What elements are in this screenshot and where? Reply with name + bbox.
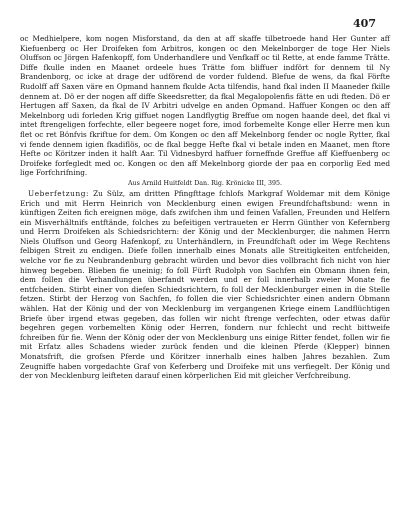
danish-paragraph: oc Medhielpere, kom nogen Misforstand, da den at aff skaffe tilbetroede hand Her Gunter aff Kiefuenberg oc Her Droifeken fom Arbitros, kongen oc den Mekelnborger de toge Her Niels Oluffson oc Jörgen Hafenkopff, fom Underhandlere und Venfkaff oc til Rette, at ende famme Trätte. Diffe fkulle inden en Maanet ordeele hues Trätte fom bliffuer indfört for dennem til Ny Brandenborg, oc icke at drage der udförend de vorder fuldend. Blefue de wens, da fkal Förfte Rudolff aff Saxen väre en Opmand hannem fkulde Acta tilfendis, hand fkal inden II Maaneder fkille dennem at. Dö er der nogen aff diffe Skeedsretter, da fkal Megalopolenfis fätte en udi fteden. Dö er Hertugen aff Saxen, da fkal de IV Arbitri udvelge en anden Opmand. Haffuer Kongen oc den aff Mekelnborg udi forleden Krig giffuet nogen Landflygtig Breffue om nogen haande deel, det fkal vi intet ftrengeligen forfechte, eller begeere noget fore, imod forbemelte Konge eller Herre men kun flet oc ret Bönfvis fkriftue for dem. Om Kongen oc den aff Mekelnborg fender oc nogle Rytter, fkal vi fende dennem igien fkadiflös, oc de fkal begge Hefte fkal vi betale inden en Maanet, men ftore Hefte oc Köritzer inden it halft Aar. Til Vidnesbyrd haffuer forneffnde Greffue aff Kieffuenberg oc Droifeke forfegledt med oc. Kongen oc den aff Mekelnborg giorde der paa en corporlig Eed med lige Forfchrifning. xyxy=(20,34,390,178)
translation-text: Zu Sülz, am dritten Pfingfttage fchlofs Markgraf Woldemar mit dem Könige Erich und mit Herrn Heinrich von Mecklenburg einen ewigen Freundfchaftsbund: wenn in künftigen Zeiten fich ereignen möge, dafs zwifchen ihm und feinen Vafallen, Freunden und Helfern ein Misverhältnifs entftände, folches zu befeitigen vertraueten er Herrn Günther von Kefernberg und Herrn Droifeken als Schiedsrichtern: der König und der Mecklenburger, die nahmen Herrn Niels Oluffson und Georg Hafenkopf, zu Unterhändlern, in Freundfchaft oder im Wege Rechtens felbigen Streit zu endigen. Diefe follen innerhalb eines Monats alle Streitigkeiten entfcheiden, welche vor fie zu Neubrandenburg gebracht würden und bevor dies vollbracht fich nicht von hier hinweg begeben. Blieben fie uneinig; fo foll Fürft Rudolph von Sachfen ein Obmann ihnen fein, dem follen die Verhandlungen überfandt werden und er foll innerhalb zweier Monate fie entfcheiden. Stirbt einer von diefen Schiedsrichtern, fo foll der Mecklenburger einen in die Stelle fetzen. Stirbt der Herzog von Sachfen, fo follen die vier Schiedsrichter einen andern Obmann wählen. Hat der König und der von Mecklenburg im vergangenen Kriege einem Landflüchtigen Briefe über irgend etwas gegeben, das follen wir nicht ftrenge verfechten, oder etwas dafür begehren gegen vorbemelten König oder Herren, fondern nur fchlecht und recht bittweife fchreiben für fie. Wenn der König oder der von Mecklenburg uns einige Ritter fendet, follen wir fie mit Erfatz alles Schadens wieder zurück fenden und die kleinen Pferde (Klepper) binnen Monatsfrift, die grofsen Pferde und Köritzer innerhalb eines halben Jahres bezahlen. Zum Zeugniffe haben vorgedachte Graf von Keferberg und Droifeke mit uns verfiegelt. Der König und der von Mecklenburg leifteten darauf einen körperlichen Eid mit gleicher Verfchreibung. xyxy=(20,188,390,381)
translation-lead-word: Ueberfetzung: xyxy=(28,188,90,198)
translation-paragraph xyxy=(20,189,390,381)
document-page xyxy=(20,16,390,502)
source-citation: Aus Arnild Huitfeldt Dan. Rig. Krönicke III, 395. xyxy=(127,179,282,187)
page-number: 407 xyxy=(353,17,376,30)
